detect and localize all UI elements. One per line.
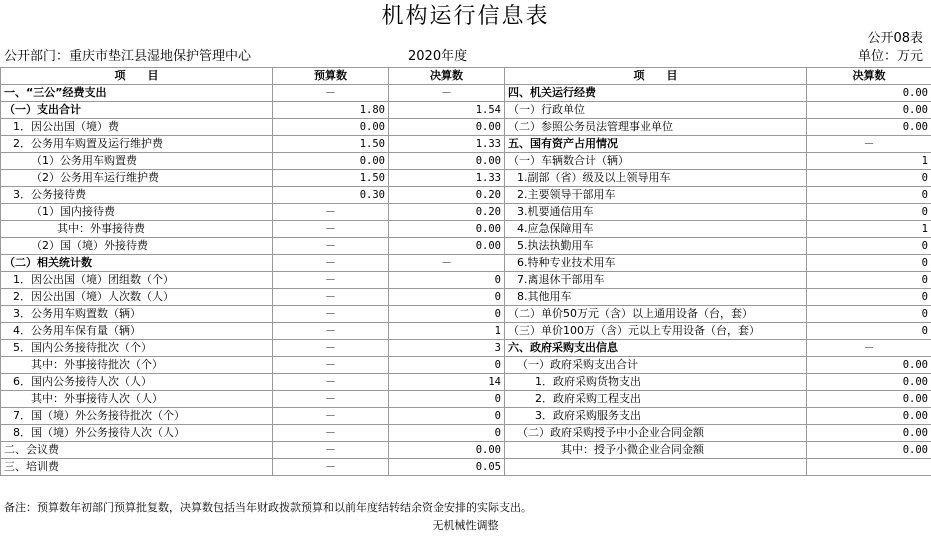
right-item-cell[interactable]: 2．政府采购工程支出 [505,391,807,408]
left-item-cell[interactable]: 一、“三公”经费支出 [1,85,273,102]
header-item-left[interactable]: 项 目 [1,68,273,85]
left-item-cell[interactable]: （2）公务用车运行维护费 [1,170,273,187]
final-left-cell[interactable]: － [389,85,505,102]
budget-cell[interactable]: － [273,374,389,391]
final-right-cell[interactable]: 0.00 [807,442,931,459]
table-row [1,238,931,255]
final-left-cell[interactable]: 0.05 [389,459,505,476]
final-right-cell[interactable]: 0.00 [807,357,931,374]
final-right-cell[interactable]: 0.00 [807,425,931,442]
footer-text: 无机械性调整 [432,519,499,532]
right-item-cell[interactable]: （二）政府采购授予中小企业合同金额 [505,425,807,442]
left-item-cell[interactable]: 8．国（境）外公务接待人次（人） [1,425,273,442]
final-left-cell[interactable]: 0.00 [389,221,505,238]
right-item-cell[interactable]: （一）政府采购支出合计 [505,357,807,374]
budget-cell[interactable]: 1.50 [273,170,389,187]
right-item-cell[interactable]: 4.应急保障用车 [505,221,807,238]
left-item-cell[interactable]: 1．因公出国（境）费 [1,119,273,136]
header-item-right[interactable]: 项 目 [505,68,807,85]
right-item-cell[interactable]: 其中：授予小微企业合同金额 [505,442,807,459]
form-code: 公开08表 [867,31,923,46]
left-item-cell[interactable]: 3．公务接待费 [1,187,273,204]
table-row [1,340,931,357]
final-left-cell[interactable]: 0 [389,425,505,442]
budget-cell[interactable]: － [273,425,389,442]
right-item-cell[interactable]: 8.其他用车 [505,289,807,306]
right-item-cell[interactable]: 1.副部（省）级及以上领导用车 [505,170,807,187]
table-row [1,170,931,187]
budget-cell[interactable]: － [273,221,389,238]
final-left-cell[interactable]: 3 [389,340,505,357]
table-row [1,357,931,374]
left-item-cell[interactable]: 其中：外事接待批次（个） [1,357,273,374]
final-right-cell[interactable]: － [807,340,931,357]
budget-cell[interactable]: － [273,272,389,289]
left-item-cell[interactable]: 三、培训费 [1,459,273,476]
final-right-cell[interactable]: 0.00 [807,391,931,408]
table-row [1,119,931,136]
right-item-cell[interactable]: （二）单价50万元（含）以上通用设备（台，套） [505,306,807,323]
left-item-cell[interactable]: 7．国（境）外公务接待批次（个） [1,408,273,425]
final-right-cell[interactable]: － [807,136,931,153]
left-item-cell[interactable]: （二）相关统计数 [1,255,273,272]
final-left-cell[interactable]: 0.00 [389,238,505,255]
table-row [1,408,931,425]
left-item-cell[interactable]: 5．国内公务接待批次（个） [1,340,273,357]
table-row [1,153,931,170]
final-right-cell[interactable] [807,459,931,476]
budget-cell[interactable]: 0.30 [273,187,389,204]
final-left-cell[interactable]: 0 [389,391,505,408]
final-left-cell[interactable]: 0 [389,408,505,425]
header-row [1,68,931,85]
right-item-cell[interactable]: 3.机要通信用车 [505,204,807,221]
left-item-cell[interactable]: （1）国内接待费 [1,204,273,221]
budget-cell[interactable]: － [273,289,389,306]
budget-cell[interactable]: － [273,204,389,221]
footnote: 备注：预算数年初部门预算批复数，决算数包括当年财政拨款预算和以前年度结转结余资金安排的实际支出。 [4,501,532,514]
final-right-cell[interactable]: 0.00 [807,119,931,136]
right-item-cell[interactable]: 五、国有资产占用情况 [505,136,807,153]
table-row [1,289,931,306]
left-item-cell[interactable]: （1）公务用车购置费 [1,153,273,170]
table-row [1,136,931,153]
table-row [1,272,931,289]
table-row [1,187,931,204]
table-row [1,221,931,238]
left-item-cell[interactable]: 二、会议费 [1,442,273,459]
final-left-cell[interactable]: 0.20 [389,187,505,204]
table-row [1,306,931,323]
department-label: 公开部门：重庆市垫江县湿地保护管理中心 [4,49,252,64]
table-row [1,204,931,221]
budget-cell[interactable]: － [273,357,389,374]
budget-cell[interactable]: － [273,323,389,340]
final-right-cell[interactable]: 0 [807,323,931,340]
right-item-cell[interactable]: 5.执法执勤用车 [505,238,807,255]
right-item-cell[interactable]: 6.特种专业技术用车 [505,255,807,272]
unit-label: 单位：万元 [857,49,923,64]
left-item-cell[interactable]: 1．因公出国（境）团组数（个） [1,272,273,289]
budget-cell[interactable]: － [273,408,389,425]
final-right-cell[interactable]: 0 [807,187,931,204]
final-left-cell[interactable]: 0.00 [389,442,505,459]
table-row [1,374,931,391]
table-row [1,425,931,442]
budget-cell[interactable]: 1.80 [273,102,389,119]
year-label: 2020年度 [408,49,468,64]
final-right-cell[interactable]: 0 [807,170,931,187]
final-left-cell[interactable]: 0 [389,289,505,306]
budget-cell[interactable]: 0.00 [273,119,389,136]
final-right-cell[interactable]: 0 [807,272,931,289]
budget-cell[interactable]: 1.50 [273,136,389,153]
budget-cell[interactable]: － [273,306,389,323]
final-right-cell[interactable]: 1 [807,153,931,170]
final-right-cell[interactable]: 0 [807,204,931,221]
final-left-cell[interactable]: 1.54 [389,102,505,119]
final-right-cell[interactable]: 0.00 [807,408,931,425]
final-left-cell[interactable]: 1.33 [389,136,505,153]
budget-cell[interactable]: － [273,391,389,408]
right-item-cell[interactable]: （三）单价100万（含）元以上专用设备（台，套） [505,323,807,340]
table-row [1,85,931,102]
header-budget[interactable]: 预算数 [273,68,389,85]
left-item-cell[interactable]: 2．因公出国（境）人次数（人） [1,289,273,306]
right-item-cell[interactable]: （二）参照公务员法管理事业单位 [505,119,807,136]
final-left-cell[interactable]: 14 [389,374,505,391]
left-item-cell[interactable]: （2）国（境）外接待费 [1,238,273,255]
left-item-cell[interactable]: 3．公务用车购置数（辆） [1,306,273,323]
final-left-cell[interactable]: － [389,255,505,272]
table-row [1,442,931,459]
right-item-cell[interactable]: （一）车辆数合计（辆） [505,153,807,170]
left-item-cell[interactable]: （一）支出合计 [1,102,273,119]
table-row [1,255,931,272]
table-row [1,391,931,408]
right-item-cell[interactable]: 四、机关运行经费 [505,85,807,102]
budget-cell[interactable]: － [273,442,389,459]
final-right-cell[interactable]: 0 [807,238,931,255]
final-right-cell[interactable]: 0 [807,306,931,323]
final-right-cell[interactable]: 0 [807,255,931,272]
table-row [1,102,931,119]
budget-cell[interactable]: － [273,255,389,272]
right-item-cell[interactable]: 2.主要领导干部用车 [505,187,807,204]
budget-cell[interactable]: － [273,459,389,476]
right-item-cell[interactable]: 六、政府采购支出信息 [505,340,807,357]
budget-cell[interactable]: － [273,340,389,357]
budget-cell[interactable]: － [273,85,389,102]
table-row [1,323,931,340]
right-item-cell[interactable] [505,459,807,476]
budget-cell[interactable]: 0.00 [273,153,389,170]
page-title: 机构运行信息表 [381,4,550,29]
final-right-cell[interactable]: 1 [807,221,931,238]
final-left-cell[interactable]: 0.00 [389,153,505,170]
left-item-cell[interactable]: 4．公务用车保有量（辆） [1,323,273,340]
table-row [1,459,931,476]
final-right-cell[interactable]: 0 [807,289,931,306]
left-item-cell[interactable]: 6．国内公务接待人次（人） [1,374,273,391]
right-item-cell[interactable]: 3．政府采购服务支出 [505,408,807,425]
left-item-cell[interactable]: 2．公务用车购置及运行维护费 [1,136,273,153]
final-right-cell[interactable]: 0.00 [807,374,931,391]
header-final-left[interactable]: 决算数 [389,68,505,85]
final-left-cell[interactable]: 0 [389,357,505,374]
final-left-cell[interactable]: 1 [389,323,505,340]
right-item-cell[interactable]: 7.离退休干部用车 [505,272,807,289]
final-left-cell[interactable]: 0 [389,272,505,289]
final-left-cell[interactable]: 0.00 [389,119,505,136]
final-left-cell[interactable]: 0 [389,306,505,323]
final-left-cell[interactable]: 1.33 [389,170,505,187]
header-final-right[interactable]: 决算数 [807,68,931,85]
budget-cell[interactable]: － [273,238,389,255]
final-right-cell[interactable]: 0.00 [807,85,931,102]
operations-info-table [0,67,931,476]
left-item-cell[interactable]: 其中：外事接待人次（人） [1,391,273,408]
left-item-cell[interactable]: 其中：外事接待费 [1,221,273,238]
right-item-cell[interactable]: 1．政府采购货物支出 [505,374,807,391]
right-item-cell[interactable]: （一）行政单位 [505,102,807,119]
final-left-cell[interactable]: 0.20 [389,204,505,221]
final-right-cell[interactable]: 0.00 [807,102,931,119]
